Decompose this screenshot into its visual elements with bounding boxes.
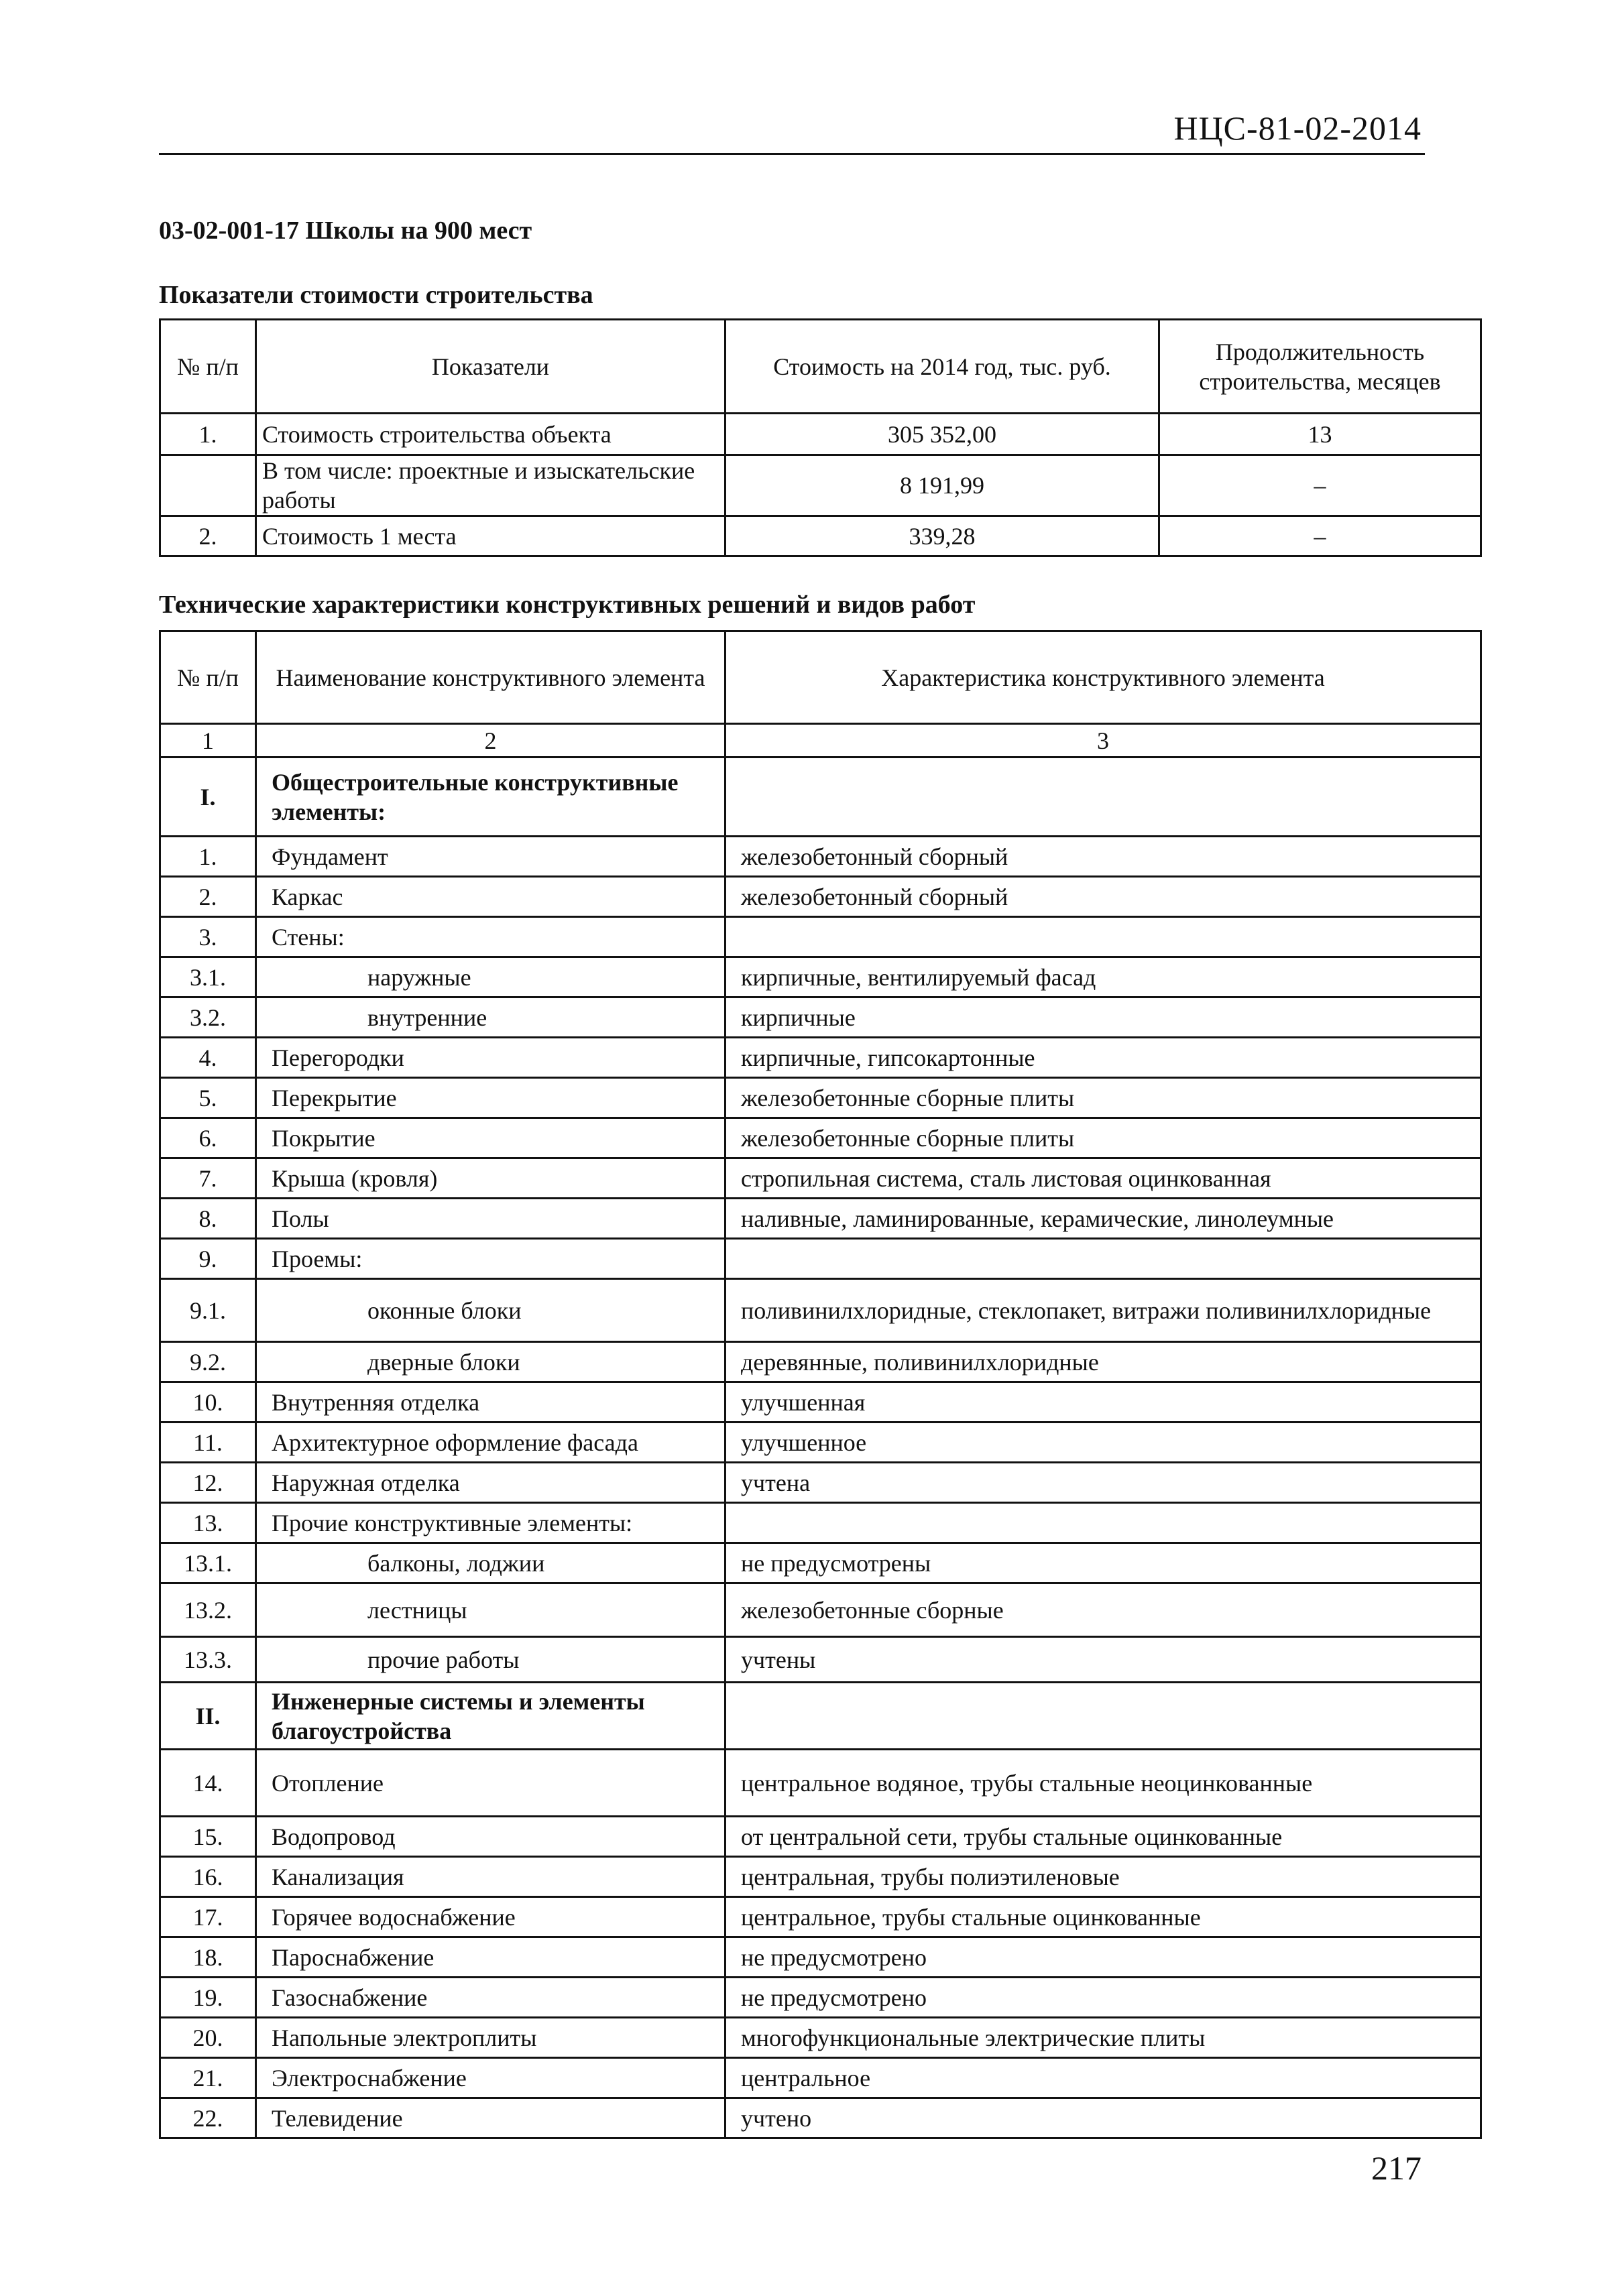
tech-row-num: 16. xyxy=(160,1857,256,1897)
tech-row-name: Покрытие xyxy=(256,1118,726,1158)
tech-row-desc: деревянные, поливинилхлоридные xyxy=(726,1342,1481,1382)
tech-row-num: 4. xyxy=(160,1038,256,1078)
tech-row-name: Электроснабжение xyxy=(256,2058,726,2098)
tech-row xyxy=(160,1503,1481,1543)
tech-row-num: 9.1. xyxy=(160,1279,256,1342)
tech-row-name: Телевидение xyxy=(256,2098,726,2138)
tech-row-name: Газоснабжение xyxy=(256,1978,726,2018)
tech-row xyxy=(160,1897,1481,1937)
tech-row-name: Архитектурное оформление фасада xyxy=(256,1423,726,1463)
tech-row-desc: улучшенное xyxy=(726,1423,1481,1463)
tech-row-name: Водопровод xyxy=(256,1817,726,1857)
tech-row-name: внутренние xyxy=(256,998,726,1038)
tech-row-name: Прочие конструктивные элементы: xyxy=(256,1503,726,1543)
tech-row-name: дверные блоки xyxy=(256,1342,726,1382)
cost-row-num: 1. xyxy=(160,414,256,455)
tech-row-name: Проемы: xyxy=(256,1239,726,1279)
tech-row-num: 7. xyxy=(160,1158,256,1199)
cost-table-header-row xyxy=(160,320,1481,414)
tech-row-desc: учтено xyxy=(726,2098,1481,2138)
tech-table xyxy=(159,630,1482,2139)
document-code: НЦС-81-02-2014 xyxy=(1173,109,1422,147)
tech-row-num: 10. xyxy=(160,1382,256,1423)
tech-row-desc xyxy=(726,1683,1481,1750)
tech-row-num: 13. xyxy=(160,1503,256,1543)
tech-row-desc: железобетонные сборные плиты xyxy=(726,1118,1481,1158)
column-number-2: 2 xyxy=(256,724,726,758)
tech-row-name: Пароснабжение xyxy=(256,1937,726,1978)
tech-row-name: Крыша (кровля) xyxy=(256,1158,726,1199)
tech-row-num: I. xyxy=(160,758,256,837)
tech-row xyxy=(160,1463,1481,1503)
tech-row xyxy=(160,1158,1481,1199)
tech-row-num: 17. xyxy=(160,1897,256,1937)
tech-row-name: Перекрытие xyxy=(256,1078,726,1118)
tech-row-name: наружные xyxy=(256,957,726,998)
tech-row-num: 12. xyxy=(160,1463,256,1503)
cost-row-cost: 305 352,00 xyxy=(726,414,1159,455)
tech-row-desc: учтены xyxy=(726,1637,1481,1683)
tech-row-desc: не предусмотрено xyxy=(726,1978,1481,2018)
tech-row-desc: железобетонный сборный xyxy=(726,877,1481,917)
tech-row xyxy=(160,2058,1481,2098)
tech-row-num: 13.2. xyxy=(160,1583,256,1637)
tech-row-num: 22. xyxy=(160,2098,256,2138)
tech-row-num: 8. xyxy=(160,1199,256,1239)
tech-row-num: 21. xyxy=(160,2058,256,2098)
tech-row-num: 15. xyxy=(160,1817,256,1857)
tech-row xyxy=(160,1817,1481,1857)
tech-header-name: Наименование конструктивного элемента xyxy=(256,631,726,724)
tech-row-desc: не предусмотрено xyxy=(726,1937,1481,1978)
tech-row-num: 14. xyxy=(160,1750,256,1817)
tech-row-desc: стропильная система, сталь листовая оцинкованная xyxy=(726,1158,1481,1199)
tech-row-num: II. xyxy=(160,1683,256,1750)
cost-row-cost: 339,28 xyxy=(726,516,1159,556)
tech-row xyxy=(160,1637,1481,1683)
tech-row-num: 2. xyxy=(160,877,256,917)
tech-row-name-text: Общестроительные конструктивные элементы: xyxy=(272,768,679,825)
tech-row-name: Наружная отделка xyxy=(256,1463,726,1503)
cost-row-duration: – xyxy=(1159,516,1481,556)
tech-row-name: Горячее водоснабжение xyxy=(256,1897,726,1937)
tech-row-desc: кирпичные xyxy=(726,998,1481,1038)
tech-row-name: Внутренняя отделка xyxy=(256,1382,726,1423)
tech-row-desc: центральное, трубы стальные оцинкованные xyxy=(726,1897,1481,1937)
tech-row-desc: поливинилхлоридные, стеклопакет, витражи поливинилхлоридные xyxy=(726,1279,1481,1342)
cost-row-indicator: В том числе: проектные и изыскательские работы xyxy=(256,455,726,516)
tech-row-desc xyxy=(726,1503,1481,1543)
tech-row-num: 3.2. xyxy=(160,998,256,1038)
tech-row-desc: железобетонные сборные xyxy=(726,1583,1481,1637)
tech-row xyxy=(160,1423,1481,1463)
tech-row-num: 5. xyxy=(160,1078,256,1118)
cost-section-title: Показатели стоимости строительства xyxy=(159,281,593,309)
tech-row-num: 18. xyxy=(160,1937,256,1978)
tech-row-num: 9.2. xyxy=(160,1342,256,1382)
tech-row-name: оконные блоки xyxy=(256,1279,726,1342)
tech-row xyxy=(160,1342,1481,1382)
tech-row xyxy=(160,917,1481,957)
tech-column-number-row xyxy=(160,724,1481,758)
tech-row-desc: учтена xyxy=(726,1463,1481,1503)
tech-row-num: 1. xyxy=(160,837,256,877)
tech-row xyxy=(160,1382,1481,1423)
tech-header-desc: Характеристика конструктивного элемента xyxy=(726,631,1481,724)
cost-table-row xyxy=(160,455,1481,516)
cost-row-num: 2. xyxy=(160,516,256,556)
tech-row xyxy=(160,957,1481,998)
cost-header-indicator: Показатели xyxy=(256,320,726,414)
header-rule xyxy=(159,153,1425,155)
column-number-1: 1 xyxy=(160,724,256,758)
column-number-3: 3 xyxy=(726,724,1481,758)
tech-row-name: Канализация xyxy=(256,1857,726,1897)
tech-row-desc: центральное xyxy=(726,2058,1481,2098)
tech-row-num: 3.1. xyxy=(160,957,256,998)
tech-row xyxy=(160,2098,1481,2138)
tech-row-desc: наливные, ламинированные, керамические, линолеумные xyxy=(726,1199,1481,1239)
tech-row-desc: центральная, трубы полиэтиленовые xyxy=(726,1857,1481,1897)
tech-row-name: Полы xyxy=(256,1199,726,1239)
cost-row-duration: 13 xyxy=(1159,414,1481,455)
tech-row-num: 13.1. xyxy=(160,1543,256,1583)
tech-row-desc: не предусмотрены xyxy=(726,1543,1481,1583)
tech-row xyxy=(160,1118,1481,1158)
tech-row xyxy=(160,1978,1481,2018)
cost-row-num xyxy=(160,455,256,516)
tech-row-desc xyxy=(726,758,1481,837)
tech-row xyxy=(160,1857,1481,1897)
tech-row-num: 3. xyxy=(160,917,256,957)
tech-row-desc xyxy=(726,1239,1481,1279)
tech-row xyxy=(160,1199,1481,1239)
tech-header-num: № п/п xyxy=(160,631,256,724)
cost-header-num: № п/п xyxy=(160,320,256,414)
tech-row-desc: кирпичные, гипсокартонные xyxy=(726,1038,1481,1078)
tech-row xyxy=(160,1750,1481,1817)
tech-row xyxy=(160,877,1481,917)
tech-row-name: Напольные электроплиты xyxy=(256,2018,726,2058)
cost-table-row xyxy=(160,414,1481,455)
tech-row-num: 9. xyxy=(160,1239,256,1279)
tech-row xyxy=(160,1038,1481,1078)
tech-row-name: Отопление xyxy=(256,1750,726,1817)
tech-row-desc: улучшенная xyxy=(726,1382,1481,1423)
cost-table-row xyxy=(160,516,1481,556)
page-number: 217 xyxy=(1371,2149,1422,2187)
cost-row-duration: – xyxy=(1159,455,1481,516)
tech-row-num: 11. xyxy=(160,1423,256,1463)
tech-section-row xyxy=(160,1683,1481,1750)
tech-row-name: балконы, лоджии xyxy=(256,1543,726,1583)
tech-row-num: 13.3. xyxy=(160,1637,256,1683)
tech-row-name: Каркас xyxy=(256,877,726,917)
cost-header-cost: Стоимость на 2014 год, тыс. руб. xyxy=(726,320,1159,414)
tech-row-num: 6. xyxy=(160,1118,256,1158)
tech-row-desc: железобетонный сборный xyxy=(726,837,1481,877)
tech-row xyxy=(160,1078,1481,1118)
tech-row xyxy=(160,1239,1481,1279)
tech-row xyxy=(160,1279,1481,1342)
tech-row-name: Перегородки xyxy=(256,1038,726,1078)
tech-row-desc: железобетонные сборные плиты xyxy=(726,1078,1481,1118)
tech-row-desc xyxy=(726,917,1481,957)
cost-row-indicator: Стоимость строительства объекта xyxy=(256,414,726,455)
tech-row-desc: от центральной сети, трубы стальные оцинкованные xyxy=(726,1817,1481,1857)
tech-row-name: прочие работы xyxy=(256,1637,726,1683)
tech-row xyxy=(160,837,1481,877)
tech-row-desc: центральное водяное, трубы стальные неоцинкованные xyxy=(726,1750,1481,1817)
tech-row xyxy=(160,1543,1481,1583)
tech-section-row xyxy=(160,758,1481,837)
tech-table-header-row xyxy=(160,631,1481,724)
cost-table xyxy=(159,318,1482,557)
tech-row-name: Инженерные системы и элементы благоустройства xyxy=(256,1683,726,1750)
tech-row xyxy=(160,1583,1481,1637)
cost-row-cost: 8 191,99 xyxy=(726,455,1159,516)
cost-row-indicator: Стоимость 1 места xyxy=(256,516,726,556)
tech-row xyxy=(160,998,1481,1038)
tech-row xyxy=(160,2018,1481,2058)
tech-row-num: 20. xyxy=(160,2018,256,2058)
tech-section-title: Технические характеристики конструктивных решений и видов работ xyxy=(159,591,976,619)
tech-row-name: Фундамент xyxy=(256,837,726,877)
tech-row-name: Стены: xyxy=(256,917,726,957)
tech-row-desc: многофункциональные электрические плиты xyxy=(726,2018,1481,2058)
tech-row-name: лестницы xyxy=(256,1583,726,1637)
cost-header-duration: Продолжительность строительства, месяцев xyxy=(1159,320,1481,414)
tech-row-name xyxy=(256,758,726,837)
document-title: 03-02-001-17 Школы на 900 мест xyxy=(159,217,532,245)
tech-row-num: 19. xyxy=(160,1978,256,2018)
tech-row-desc: кирпичные, вентилируемый фасад xyxy=(726,957,1481,998)
tech-row xyxy=(160,1937,1481,1978)
